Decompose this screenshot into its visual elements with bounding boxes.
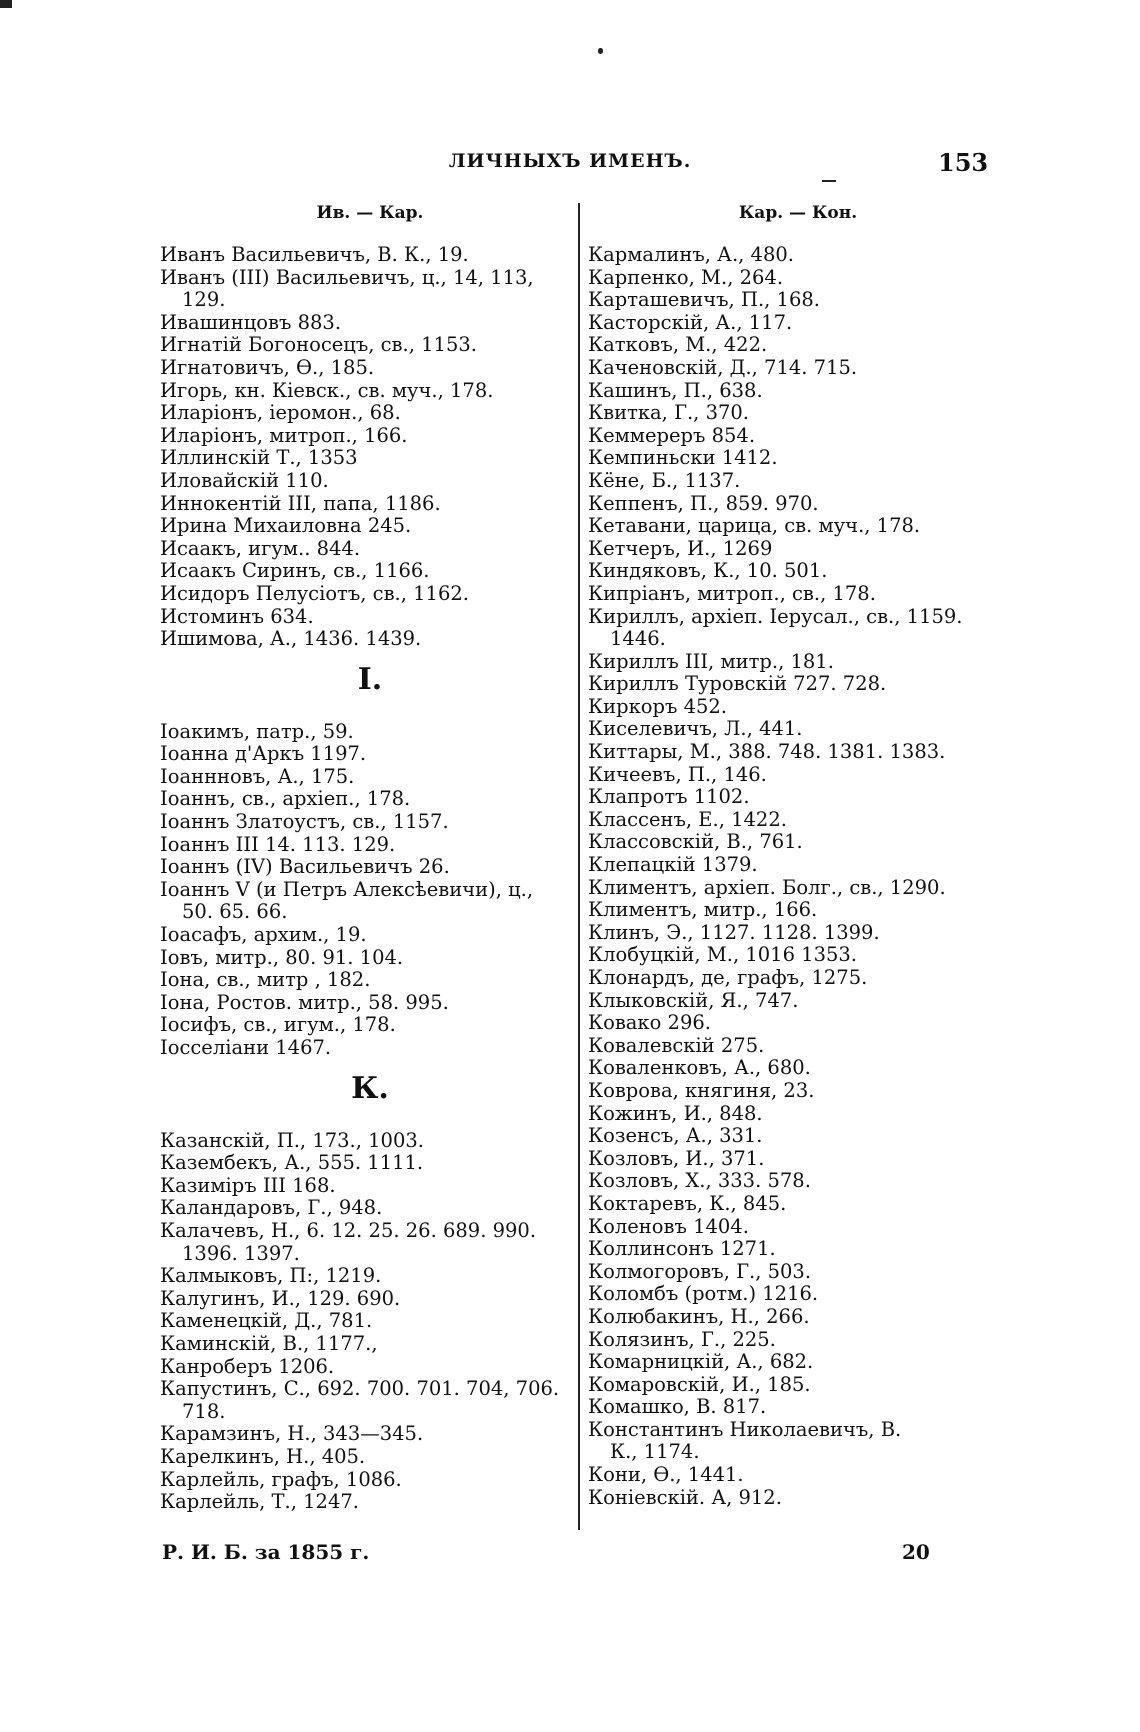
index-entry: Кармалинъ, А., 480. — [588, 243, 794, 266]
index-entry: Калачевъ, Н., 6. 12. 25. 26. 689. 990. — [160, 1218, 537, 1242]
index-entry: Каченовскій, Д., 714. 715. — [588, 355, 858, 379]
index-entry: Карамзинъ, Н., 343—345. — [160, 1422, 424, 1446]
scan-artifact-dash — [822, 180, 836, 182]
index-entry: Кашинъ, П., 638. — [588, 378, 763, 402]
index-entry: Ишимова, А., 1436. 1439. — [160, 627, 422, 651]
index-entry: Колмогоровъ, Г., 503. — [588, 1259, 812, 1283]
index-entry: Клонардъ, де, графъ, 1275. — [588, 966, 868, 989]
index-entry: Кетчеръ, И., 1269 — [588, 536, 773, 560]
section-letter-i: І. — [357, 661, 383, 697]
index-entry: Комаровскій, И., 185. — [588, 1372, 811, 1396]
index-entry: Кемпиньски 1412. — [588, 446, 778, 470]
index-entry-continuation: 1446. — [610, 627, 666, 651]
index-entry: Клинъ, Э., 1127. 1128. 1399. — [588, 920, 880, 944]
index-entry: Клыковскій, Я., 747. — [588, 988, 799, 1012]
index-entry: Иловайскій 110. — [160, 468, 329, 492]
index-entry: Каминскій, В., 1177., — [160, 1331, 378, 1355]
right-column-range: Кар. — Кон. — [738, 203, 858, 223]
index-entry: Классенъ, Е., 1422. — [588, 807, 787, 831]
scan-artifact-dot — [598, 48, 603, 54]
index-entry: Калмыковъ, П:, 1219. — [160, 1264, 382, 1288]
index-entry: Каландаровъ, Г., 948. — [160, 1196, 383, 1220]
index-entry: Коломбъ (ротм.) 1216. — [588, 1282, 819, 1306]
index-entry: Истоминъ 634. — [160, 604, 314, 628]
section-letter-k: К. — [351, 1070, 389, 1106]
index-entry: Исаакъ, игум.. 844. — [160, 536, 361, 560]
index-entry: Іоанна д'Аркъ 1197. — [160, 742, 367, 766]
footer-signature: Р. И. Б. за 1855 г. — [162, 1540, 370, 1564]
index-entry: Кёне, Б., 1137. — [588, 468, 741, 492]
index-entry: Кириллъ Туровскій 727. 728. — [588, 672, 887, 696]
index-entry: Кеппенъ, П., 859. 970. — [588, 491, 819, 515]
index-entry: Ковако 296. — [588, 1011, 711, 1035]
right-column — [588, 202, 1008, 1509]
index-entry: Кеммереръ 854. — [588, 423, 756, 447]
entries-right — [588, 244, 1008, 1509]
index-entry: Квитка, Г., 370. — [588, 401, 749, 425]
index-entry: Клепацкій 1379. — [588, 853, 758, 877]
index-entry: Карелкинъ, Н., 405. — [160, 1444, 366, 1468]
index-entry: Клобуцкій, М., 1016 1353. — [588, 943, 858, 967]
index-entry-continuation: К., 1174. — [610, 1440, 700, 1464]
index-entry: Иллинскій Т., 1353 — [160, 446, 358, 470]
index-entry: Исаакъ Сиринъ, св., 1166. — [160, 559, 430, 583]
index-entry: Колязинъ, Г., 225. — [588, 1327, 776, 1351]
index-entry: Козловъ, И., 371. — [588, 1146, 765, 1170]
index-entry: Козловъ, Х., 333. 578. — [588, 1169, 811, 1193]
index-entry: Канроберъ 1206. — [160, 1354, 335, 1378]
index-entry: Константинъ Николаевичъ, В. — [588, 1417, 902, 1441]
index-entry: Казанскій, П., 173., 1003. — [160, 1128, 424, 1152]
left-column — [160, 202, 580, 1514]
index-entry: Кипріанъ, митроп., св., 178. — [588, 581, 876, 605]
index-entry: Климентъ, архіеп. Болг., св., 1290. — [588, 875, 946, 899]
index-entry: Касторскій, А., 117. — [588, 310, 793, 334]
index-entry: Карпенко, М., 264. — [588, 265, 784, 289]
index-entry: Иванъ (III) Васильевичъ, ц., 14, 113, — [160, 265, 534, 289]
index-entry: Іовъ, митр., 80. 91. 104. — [160, 945, 404, 969]
index-entry: Іоаннновъ, А., 175. — [160, 764, 355, 788]
index-entry: Кириллъ III, митр., 181. — [588, 649, 834, 673]
index-entry-continuation: 50. 65. 66. — [182, 900, 288, 924]
index-entry: Калугинъ, И., 129. 690. — [160, 1286, 401, 1310]
index-entry: Киркоръ 452. — [588, 694, 728, 718]
left-column-range: Ив. — Кар. — [316, 203, 424, 223]
index-entry-continuation: 129. — [182, 288, 226, 312]
index-entry: Козенсъ, А., 331. — [588, 1124, 763, 1148]
index-entry: Игорь, кн. Кіевск., св. муч., 178. — [160, 378, 494, 402]
index-entry: Іоакимъ, патр., 59. — [160, 719, 354, 743]
index-entry: Иннокентій III, папа, 1186. — [160, 491, 441, 515]
index-entry: Іоаннъ, св., архіеп., 178. — [160, 787, 411, 811]
index-entry: Колюбакинъ, Н., 266. — [588, 1304, 810, 1328]
index-entry: Капустинъ, С., 692. 700. 701. 704, 706. — [160, 1377, 560, 1401]
index-entry: Кетавани, царица, св. муч., 178. — [588, 514, 921, 538]
index-entry: Іосифъ, св., игум., 178. — [160, 1013, 396, 1037]
index-entry: Кичеевъ, П., 146. — [588, 762, 767, 786]
index-entry: Каменецкій, Д., 781. — [160, 1309, 373, 1333]
index-entry: Игнатовичъ, Ѳ., 185. — [160, 355, 375, 379]
index-entry-continuation: 718. — [182, 1399, 226, 1423]
index-entry: Казиміръ III 168. — [160, 1173, 336, 1197]
index-entry: Карташевичъ, П., 168. — [588, 288, 820, 312]
index-entry: Карлейль, графъ, 1086. — [160, 1467, 402, 1491]
entries-section-k — [160, 1130, 580, 1514]
index-entry: Классовскій, В., 761. — [588, 830, 803, 854]
index-entry: Кожинъ, И., 848. — [588, 1101, 763, 1125]
index-entry: Іона, св., митр , 182. — [160, 968, 371, 992]
index-entry: Киселевичъ, Л., 441. — [588, 717, 803, 741]
index-entry: Катковъ, М., 422. — [588, 333, 768, 357]
index-entry: Иванъ Васильевичъ, В. К., 19. — [160, 243, 469, 266]
footer-sheet-number: 20 — [902, 1540, 930, 1564]
index-entry: Коваленковъ, А., 680. — [588, 1056, 811, 1080]
index-entry: Іона, Ростов. митр., 58. 995. — [160, 990, 449, 1014]
index-entry: Коктаревъ, К., 845. — [588, 1191, 787, 1215]
index-entry: Казембекъ, А., 555. 1111. — [160, 1151, 424, 1175]
index-entry: Іосселіани 1467. — [160, 1036, 332, 1059]
index-entry: Іоаннъ (IV) Васильевичъ 26. — [160, 855, 450, 879]
index-entry: Клапротъ 1102. — [588, 785, 750, 809]
index-entry: Ковалевскій 275. — [588, 1033, 765, 1057]
page-title: ЛИЧНЫХЪ ИМЕНЪ. — [448, 150, 692, 172]
index-entry: Коленовъ 1404. — [588, 1214, 749, 1238]
index-entry: Коллинсонъ 1271. — [588, 1237, 776, 1261]
entries-section-i — [160, 721, 580, 1060]
index-entry: Іоаннъ V (и Петръ Алексѣевичи), ц., — [160, 877, 534, 901]
index-entry: Комарницкій, А., 682. — [588, 1350, 814, 1374]
index-entry: Комашко, В. 817. — [588, 1395, 767, 1419]
index-entry: Кириллъ, архіеп. Іерусал., св., 1159. — [588, 604, 963, 628]
index-entry: Ирина Михаиловна 245. — [160, 514, 412, 538]
index-entry: Киндяковъ, К., 10. 501. — [588, 559, 828, 583]
entries-before-i — [160, 244, 580, 651]
index-entry: Игнатій Богоносецъ, св., 1153. — [160, 333, 477, 357]
index-entry: Иларіонъ, митроп., 166. — [160, 423, 408, 447]
index-entry: Киттары, М., 388. 748. 1381. 1383. — [588, 740, 946, 764]
scan-artifact-mark — [0, 0, 12, 8]
index-entry: Іоаннъ III 14. 113. 129. — [160, 832, 396, 856]
index-entry: Коврова, княгиня, 23. — [588, 1078, 815, 1102]
index-entry: Исидоръ Пелусіотъ, св., 1162. — [160, 581, 469, 605]
page-number: 153 — [938, 148, 989, 177]
index-entry: Коніевскій. А, 912. — [588, 1485, 782, 1509]
index-entry: Климентъ, митр., 166. — [588, 898, 818, 922]
index-entry: Іоаннъ Златоустъ, св., 1157. — [160, 810, 449, 834]
index-entry: Кони, Ѳ., 1441. — [588, 1463, 744, 1487]
index-entry-continuation: 1396. 1397. — [182, 1241, 300, 1265]
index-entry: Иларіонъ, іеромон., 68. — [160, 401, 401, 425]
index-entry: Ивашинцовъ 883. — [160, 310, 342, 334]
index-entry: Іоасафъ, архим., 19. — [160, 923, 367, 947]
index-entry: Карлейль, Т., 1247. — [160, 1490, 359, 1514]
